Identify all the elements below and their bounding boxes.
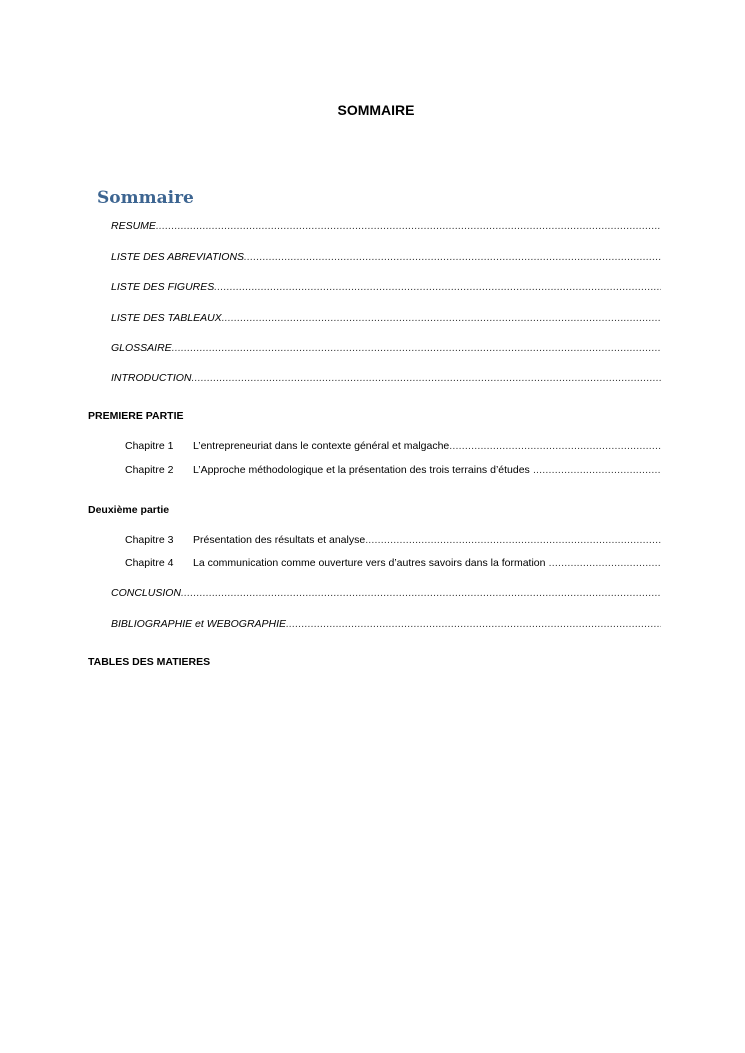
dot-leader [181,587,661,599]
dot-leader [192,372,662,384]
part-heading-1[interactable]: PREMIERE PARTIE [88,410,184,422]
toc-entry-chapitre-3[interactable] [125,534,661,546]
toc-entry-label: INTRODUCTION [111,372,192,384]
dot-leader [546,557,662,569]
biblio-label: BIBLIOGRAPHIE [111,618,193,630]
chapter-title: L’Approche méthodologique et la présentation des trois terrains d’études [193,464,530,476]
chapter-title: Présentation des résultats et analyse [193,534,366,546]
toc-entry-label [111,618,286,630]
dot-leader [365,534,661,546]
dot-leader [449,440,661,452]
toc-entry-abreviations[interactable] [111,251,661,263]
dot-leader [244,251,661,263]
dot-leader [172,342,661,354]
dot-leader [286,618,661,630]
page-title: SOMMAIRE [337,102,415,118]
toc-entry-chapitre-4[interactable] [125,557,661,569]
chapter-number: Chapitre 4 [125,557,174,569]
toc-entry-bibliographie[interactable] [111,618,661,630]
toc-entry-figures[interactable] [111,281,661,293]
toc-entry-label: LISTE DES FIGURES [111,281,215,293]
biblio-conjunction: et [192,618,207,630]
toc-heading: Sommaire [97,188,194,208]
toc-entry-label: LISTE DES TABLEAUX [111,312,222,324]
part-heading-tables[interactable]: TABLES DES MATIERES [88,656,211,668]
chapter-number: Chapitre 1 [125,440,174,452]
dot-leader [530,464,661,476]
toc-entry-tableaux[interactable] [111,312,661,324]
toc-entry-label: RESUME [111,220,156,232]
chapter-title: La communication comme ouverture vers d’autres savoirs dans la formation [193,557,546,569]
toc-entry-chapitre-2[interactable] [125,464,661,476]
toc-entry-label: LISTE DES ABREVIATIONS [111,251,245,263]
toc-entry-glossaire[interactable] [111,342,661,354]
toc-entry-label: CONCLUSION [111,587,182,599]
chapter-number: Chapitre 2 [125,464,174,476]
webo-label: WEBOGRAPHIE [206,618,287,630]
dot-leader [222,312,661,324]
toc-entry-label: GLOSSAIRE [111,342,172,354]
toc-entry-conclusion[interactable] [111,587,661,599]
toc-entry-resume[interactable] [111,220,661,232]
dot-leader [156,220,661,232]
part-heading-2[interactable]: Deuxième partie [88,504,170,516]
dot-leader [214,281,661,293]
toc-entry-introduction[interactable] [111,372,661,384]
chapter-title: L’entrepreneuriat dans le contexte général et malgache [193,440,450,452]
toc-entry-chapitre-1[interactable] [125,440,661,452]
chapter-number: Chapitre 3 [125,534,174,546]
